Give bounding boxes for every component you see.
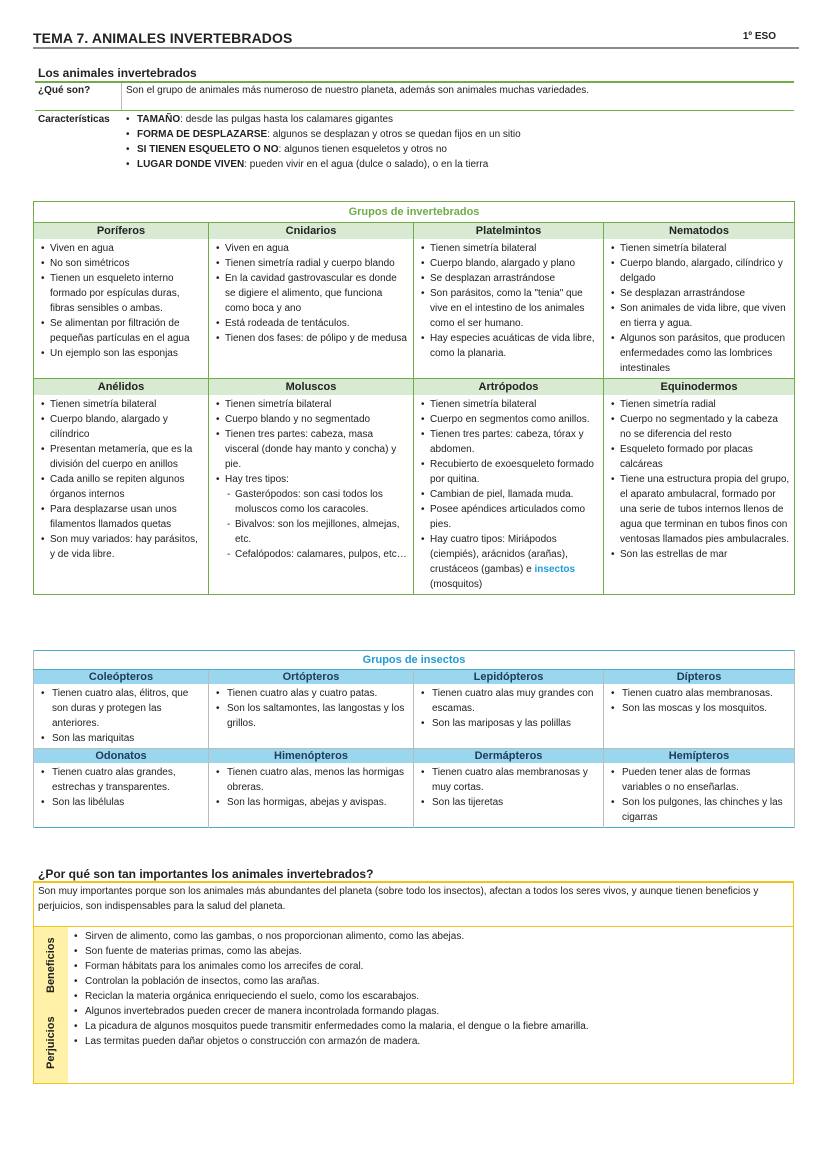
group-header: Hemípteros (604, 749, 795, 764)
invertebrate-groups-table (33, 201, 795, 595)
group-header: Poríferos (34, 223, 209, 240)
what-text: Son el grupo de animales más numeroso de nuestro planeta, además son animales muchas variedades. (126, 85, 590, 96)
group-cell (604, 763, 795, 828)
insect-highlight: insectos (534, 564, 576, 575)
intro-row-divider (35, 110, 794, 111)
list-item: • Tienen cuatro alas membranosas y muy cortas. (419, 765, 599, 795)
group-header: Odonatos (34, 749, 209, 764)
list-item: • Hay especies acuáticas de vida libre, como la planaria. (419, 331, 599, 361)
group-header: Platelmintos (414, 223, 604, 240)
list-item: • En la cavidad gastrovascular es donde se digiere el alimento, que funciona como boca y ano (214, 271, 409, 316)
list-item: • Tienen tres partes: cabeza, masa visceral (donde hay manto y concha) y pie. (214, 427, 409, 472)
group-header: Dípteros (604, 670, 795, 685)
list-item: • Tienen cuatro alas y cuatro patas. (214, 686, 409, 701)
group-list (419, 397, 599, 592)
list-item: • Presentan metamería, que es la división del cuerpo en anillos (39, 442, 204, 472)
group-list (609, 686, 790, 716)
list-item: • Se desplazan arrastrándose (419, 271, 599, 286)
list-item: • Son las tijeretas (419, 795, 599, 810)
group-cell (414, 239, 604, 379)
list-item: • Tienen cuatro alas, menos las hormigas obreras. (214, 765, 409, 795)
list-item: • Cambian de piel, llamada muda. (419, 487, 599, 502)
list-item-text: Hay cuatro tipos: Miriápodos (ciempiés), arácnidos (arañas), crustáceos (gambas) e (430, 534, 568, 575)
list-item: • Tienen simetría bilateral (39, 397, 204, 412)
list-item: • Hay tres tipos: (214, 472, 409, 487)
group-list (39, 686, 204, 746)
list-item: • Tienen simetría bilateral (419, 397, 599, 412)
subtype-item: - Bivalvos: son los mejillones, almejas, etc. (224, 517, 409, 547)
char-label: Características (38, 114, 110, 125)
intro-title: Los animales invertebrados (38, 66, 197, 80)
list-item: • Son las moscas y los mosquitos. (609, 701, 790, 716)
char-value: : algunos tienen esqueletos y otros no (278, 144, 447, 155)
list-item: • Son las mariposas y las polillas (419, 716, 599, 731)
char-value: : desde las pulgas hasta los calamares gigantes (180, 114, 394, 125)
harms-list (72, 1004, 792, 1049)
group-header: Moluscos (209, 379, 414, 396)
list-item: • Son los saltamontes, las langostas y los grillos. (214, 701, 409, 731)
char-key: FORMA DE DESPLAZARSE (137, 129, 268, 140)
harms-label (34, 1003, 68, 1083)
header-divider (33, 47, 799, 49)
list-item: • Son muy variados: hay parásitos, y de vida libre. (39, 532, 204, 562)
list-item (419, 532, 599, 592)
group-cell (604, 395, 795, 595)
list-item: • Cuerpo en segmentos como anillos. (419, 412, 599, 427)
list-item: • Tienen cuatro alas membranosas. (609, 686, 790, 701)
group-cell (34, 684, 209, 749)
char-value: : pueden vivir en el agua (dulce o salado), o en la tierra (244, 159, 489, 170)
group-cell (209, 684, 414, 749)
list-item: • Para desplazarse usan unos filamentos llamados quetas (39, 502, 204, 532)
importance-divider (33, 926, 794, 927)
list-item: • Tienen cuatro alas muy grandes con escamas. (419, 686, 599, 716)
group-list (214, 241, 409, 346)
list-item: • Algunos son parásitos, que producen enfermedades como las lombrices intestinales (609, 331, 790, 376)
group-cell (414, 395, 604, 595)
benefit-item: • Son fuente de materias primas, como las abejas. (72, 944, 792, 959)
group-list (609, 241, 790, 376)
group-cell (414, 763, 604, 828)
list-item: • Cuerpo blando y no segmentado (214, 412, 409, 427)
benefit-item: • Controlan la población de insectos, como las arañas. (72, 974, 792, 989)
harm-item: • Algunos invertebrados pueden crecer de manera incontrolada formando plagas. (72, 1004, 792, 1019)
list-item: • Recubierto de exoesqueleto formado por quitina. (419, 457, 599, 487)
char-key: SI TIENEN ESQUELETO O NO (137, 144, 279, 155)
harm-item: • Las termitas pueden dañar objetos o construcción con armazón de madera. (72, 1034, 792, 1049)
group-header: Coleópteros (34, 670, 209, 685)
group-header: Artrópodos (414, 379, 604, 396)
list-item: • Tienen dos fases: de pólipo y de medusa (214, 331, 409, 346)
group-header: Cnidarios (209, 223, 414, 240)
group-cell (209, 239, 414, 379)
list-item: • Son las hormigas, abejas y avispas. (214, 795, 409, 810)
importance-intro: Son muy importantes porque son los animales más abundantes del planeta (sobre todo los insectos), afectan a todos los seres vivos, y aunque tienen beneficios y perjuicios, son indispensables para la salud del planeta. (38, 886, 759, 912)
list-item: • Son las estrellas de mar (609, 547, 790, 562)
list-item: • Está rodeada de tentáculos. (214, 316, 409, 331)
group-header: Dermápteros (414, 749, 604, 764)
benefits-label-text: Beneficios (45, 937, 57, 993)
list-item: • Tienen cuatro alas grandes, estrechas y transparentes. (39, 765, 204, 795)
list-item: • Son parásitos, como la "tenia" que vive en el intestino de los animales como el ser humano. (419, 286, 599, 331)
page-title: TEMA 7. ANIMALES INVERTEBRADOS (33, 30, 293, 46)
group-header: Nematodos (604, 223, 795, 240)
list-item: • Cuerpo blando, alargado, cilíndrico y delgado (609, 256, 790, 286)
group-header: Himenópteros (209, 749, 414, 764)
what-label: ¿Qué son? (38, 85, 91, 96)
list-item: • Viven en agua (214, 241, 409, 256)
char-item (124, 142, 794, 157)
group-list (419, 241, 599, 361)
group-list (39, 241, 204, 361)
benefit-item: • Forman hábitats para los animales como los arrecifes de coral. (72, 959, 792, 974)
list-item: • Son las libélulas (39, 795, 204, 810)
list-item: • Tienen simetría bilateral (609, 241, 790, 256)
list-item: • Cuerpo blando, alargado y cilíndrico (39, 412, 204, 442)
importance-title: ¿Por qué son tan importantes los animales invertebrados? (38, 867, 374, 881)
group-header: Anélidos (34, 379, 209, 396)
list-item: • Tienen cuatro alas, élitros, que son duras y protegen las anteriores. (39, 686, 204, 731)
benefits-label (34, 927, 68, 1003)
course-label: 1º ESO (742, 31, 776, 42)
char-list (124, 112, 794, 172)
list-item: • Se alimentan por filtración de pequeñas partículas en el agua (39, 316, 204, 346)
list-item: • Tienen un esqueleto interno formado por espículas duras, fibras sensibles o ambas. (39, 271, 204, 316)
list-item: • Pueden tener alas de formas variables o no enseñarlas. (609, 765, 790, 795)
group-header: Lepidópteros (414, 670, 604, 685)
group-cell (414, 684, 604, 749)
harm-item: • La picadura de algunos mosquitos puede transmitir enfermedades como la malaria, el dengue o la fiebre amarilla. (72, 1019, 792, 1034)
group-list (214, 686, 409, 731)
subtype-item: - Cefalópodos: calamares, pulpos, etc… (224, 547, 409, 562)
invertebrate-table-title: Grupos de invertebrados (34, 202, 795, 223)
harms-label-text: Perjuicios (45, 1016, 57, 1070)
list-item: • Son las mariquitas (39, 731, 204, 746)
importance-top-border (33, 881, 794, 883)
group-cell (604, 684, 795, 749)
group-list (609, 397, 790, 562)
group-list (214, 765, 409, 810)
list-item-text: (mosquitos) (430, 579, 483, 590)
intro-column-divider (121, 83, 122, 110)
insect-groups-table (33, 650, 795, 828)
group-header: Ortópteros (209, 670, 414, 685)
list-item: • Tienen simetría bilateral (419, 241, 599, 256)
list-item: • Tiene una estructura propia del grupo, el aparato ambulacral, formado por una serie de tubos internos llenos de agua que terminan en tubos finos con ventosas llamados pies ambulacrales. (609, 472, 790, 547)
list-item: • Cuerpo no segmentado y la cabeza no se diferencia del resto (609, 412, 790, 442)
list-item: • Tienen simetría radial (609, 397, 790, 412)
list-item: • Tienen simetría bilateral (214, 397, 409, 412)
list-item: • Son los pulgones, las chinches y las cigarras (609, 795, 790, 825)
list-item: • Posee apéndices articulados como pies. (419, 502, 599, 532)
group-header: Equinodermos (604, 379, 795, 396)
list-item: • Se desplazan arrastrándose (609, 286, 790, 301)
insect-table-title: Grupos de insectos (34, 651, 795, 670)
list-item: • Tienen tres partes: cabeza, tórax y abdomen. (419, 427, 599, 457)
list-item: • Viven en agua (39, 241, 204, 256)
group-cell (34, 395, 209, 595)
list-item: • Esqueleto formado por placas calcáreas (609, 442, 790, 472)
group-cell (209, 763, 414, 828)
list-item: • Un ejemplo son las esponjas (39, 346, 204, 361)
list-item: • Son animales de vida libre, que viven en tierra y agua. (609, 301, 790, 331)
benefit-item: • Reciclan la materia orgánica enriqueciendo el suelo, como los escarabajos. (72, 989, 792, 1004)
group-list (214, 397, 409, 487)
group-cell (604, 239, 795, 379)
char-item (124, 112, 794, 127)
group-list (39, 397, 204, 562)
group-list (419, 686, 599, 731)
list-item: • No son simétricos (39, 256, 204, 271)
group-list (39, 765, 204, 810)
char-key: TAMAÑO (137, 114, 181, 125)
group-list (419, 765, 599, 810)
subtype-item: - Gasterópodos: son casi todos los moluscos como los caracoles. (224, 487, 409, 517)
char-key: LUGAR DONDE VIVEN (137, 159, 245, 170)
list-item: • Cada anillo se repiten algunos órganos internos (39, 472, 204, 502)
list-item: • Cuerpo blando, alargado y plano (419, 256, 599, 271)
char-item (124, 157, 794, 172)
benefit-item: • Sirven de alimento, como las gambas, o nos proporcionan alimento, como las abejas. (72, 929, 792, 944)
char-value: : algunos se desplazan y otros se quedan fijos en un sitio (267, 129, 521, 140)
list-item: • Tienen simetría radial y cuerpo blando (214, 256, 409, 271)
subtype-list (224, 487, 409, 562)
benefits-list (72, 929, 792, 1004)
char-item (124, 127, 794, 142)
group-cell (34, 239, 209, 379)
group-cell (34, 763, 209, 828)
group-cell (209, 395, 414, 595)
group-list (609, 765, 790, 825)
